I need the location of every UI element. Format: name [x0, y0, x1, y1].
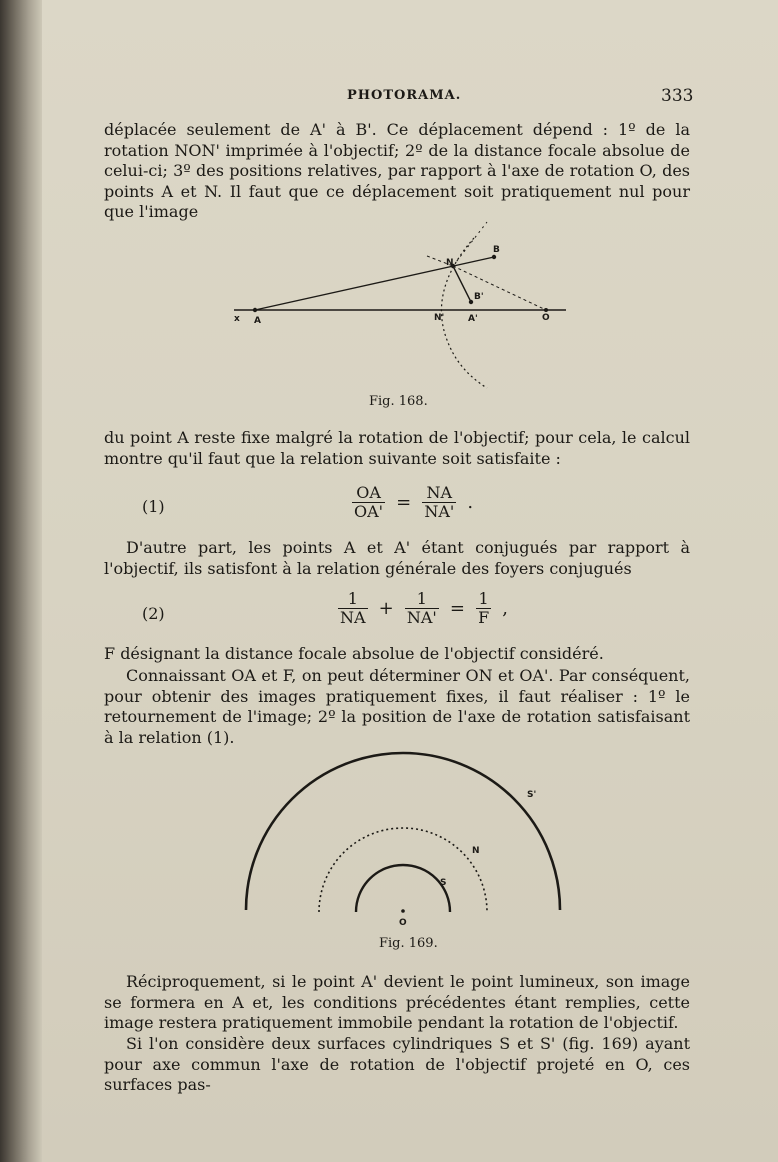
- figure-168: [222, 220, 582, 395]
- eq2-term3-numerator: 1: [476, 590, 491, 609]
- fig168-line-A-B: [255, 257, 494, 310]
- fig168-label-Aprime: A': [468, 314, 478, 324]
- eq2-term2-denominator: NA': [406, 608, 437, 627]
- fig168-label-Bprime: B': [474, 292, 484, 302]
- eq1-lhs-numerator: OA: [352, 484, 385, 503]
- eq1-rhs-fraction: [422, 484, 456, 521]
- running-title: PHOTORAMA.: [347, 88, 462, 103]
- fig169-inner-arc-S: [356, 865, 450, 912]
- fig169-label-O: O: [399, 918, 407, 928]
- fig168-point-O: [544, 308, 548, 312]
- paragraph-1: déplacée seulement de A' à B'. Ce déplacement dépend : 1º de la rotation NON' imprimée à l'objectif; 2º de la distance focale absolue de celui-ci; 3º des positions relatives, par rapport à l'axe de rotation O, des points A et N. Il faut que ce déplacement soit pratiquement nul pour que l'image: [104, 120, 690, 221]
- eq1-equals: =: [396, 492, 412, 513]
- eq2-term2-numerator: 1: [405, 590, 439, 609]
- eq2-term1-numerator: 1: [338, 590, 368, 609]
- eq1-rhs-numerator: NA: [422, 484, 456, 503]
- book-gutter: [0, 0, 42, 1162]
- paragraph-7: Si l'on considère deux surfaces cylindriques S et S' (fig. 169) ayant pour axe commun l'axe de rotation de l'objectif projeté en O, ces surfaces pas-: [104, 1034, 690, 1094]
- fig169-label-N: N: [472, 846, 480, 856]
- eq2-term1-denominator: NA: [340, 608, 366, 627]
- fig168-label-O: O: [542, 313, 550, 323]
- fig168-point-Bprime: [469, 300, 473, 304]
- fig168-label-B: B: [493, 245, 500, 255]
- eq1-lhs-denominator: OA': [354, 502, 384, 521]
- page-number: 333: [661, 86, 694, 106]
- equation-2-number: (2): [142, 604, 165, 623]
- fig169-label-Sprime: S': [527, 790, 537, 800]
- fig168-label-x: x: [234, 314, 240, 324]
- book-page: [42, 0, 778, 1162]
- paragraph-3: D'autre part, les points A et A' étant conjugués par rapport à l'objectif, ils satisfont à la relation générale des foyers conjugués: [104, 538, 690, 578]
- fig168-point-A: [253, 308, 257, 312]
- equation-1-number: (1): [142, 497, 165, 516]
- fig169-dotted-arc-N: [319, 828, 487, 912]
- fig168-point-B: [492, 255, 496, 259]
- figure-169: [237, 745, 577, 935]
- eq2-term3-fraction: [476, 590, 491, 627]
- eq1-period: .: [467, 492, 474, 513]
- eq2-comma: ,: [502, 598, 509, 619]
- paragraph-4: F désignant la distance focale absolue de l'objectif considéré.: [104, 644, 604, 663]
- fig169-label-S: S: [440, 878, 447, 888]
- fig168-caption: Fig. 168.: [369, 394, 428, 409]
- fig168-label-N: N: [446, 258, 454, 268]
- eq2-term1-fraction: [338, 590, 368, 627]
- eq2-equals: =: [449, 598, 465, 619]
- fig168-dashed-N-O: [453, 266, 546, 310]
- fig169-point-O: [401, 909, 405, 913]
- equation-2: [336, 590, 512, 627]
- eq2-term3-denominator: F: [478, 608, 490, 627]
- eq1-rhs-denominator: NA': [424, 502, 455, 521]
- fig169-outer-arc-Sprime: [246, 753, 560, 910]
- eq2-plus: +: [378, 598, 394, 619]
- equation-1: [350, 484, 477, 521]
- eq2-term2-fraction: [405, 590, 439, 627]
- fig168-label-A: A: [254, 316, 261, 326]
- fig168-line-N-Bprime: [453, 266, 471, 302]
- fig168-label-Nprime: N': [434, 313, 445, 323]
- paragraph-5: Connaissant OA et F, on peut déterminer ON et OA'. Par conséquent, pour obtenir des images pratiquement fixes, il faut réaliser : 1º le retournement de l'image; 2º la position de l'axe de rotation satisfaisant à la relation (1).: [104, 666, 690, 747]
- fig169-caption: Fig. 169.: [379, 936, 438, 951]
- eq1-lhs-fraction: [352, 484, 385, 521]
- paragraph-6: Réciproquement, si le point A' devient le point lumineux, son image se formera en A et, les conditions précédentes étant remplies, cette image restera pratiquement immobile pendant la rotation de l'objectif.: [104, 972, 690, 1032]
- paragraph-2: du point A reste fixe malgré la rotation de l'objectif; pour cela, le calcul montre qu'il faut que la relation suivante soit satisfaite :: [104, 428, 690, 468]
